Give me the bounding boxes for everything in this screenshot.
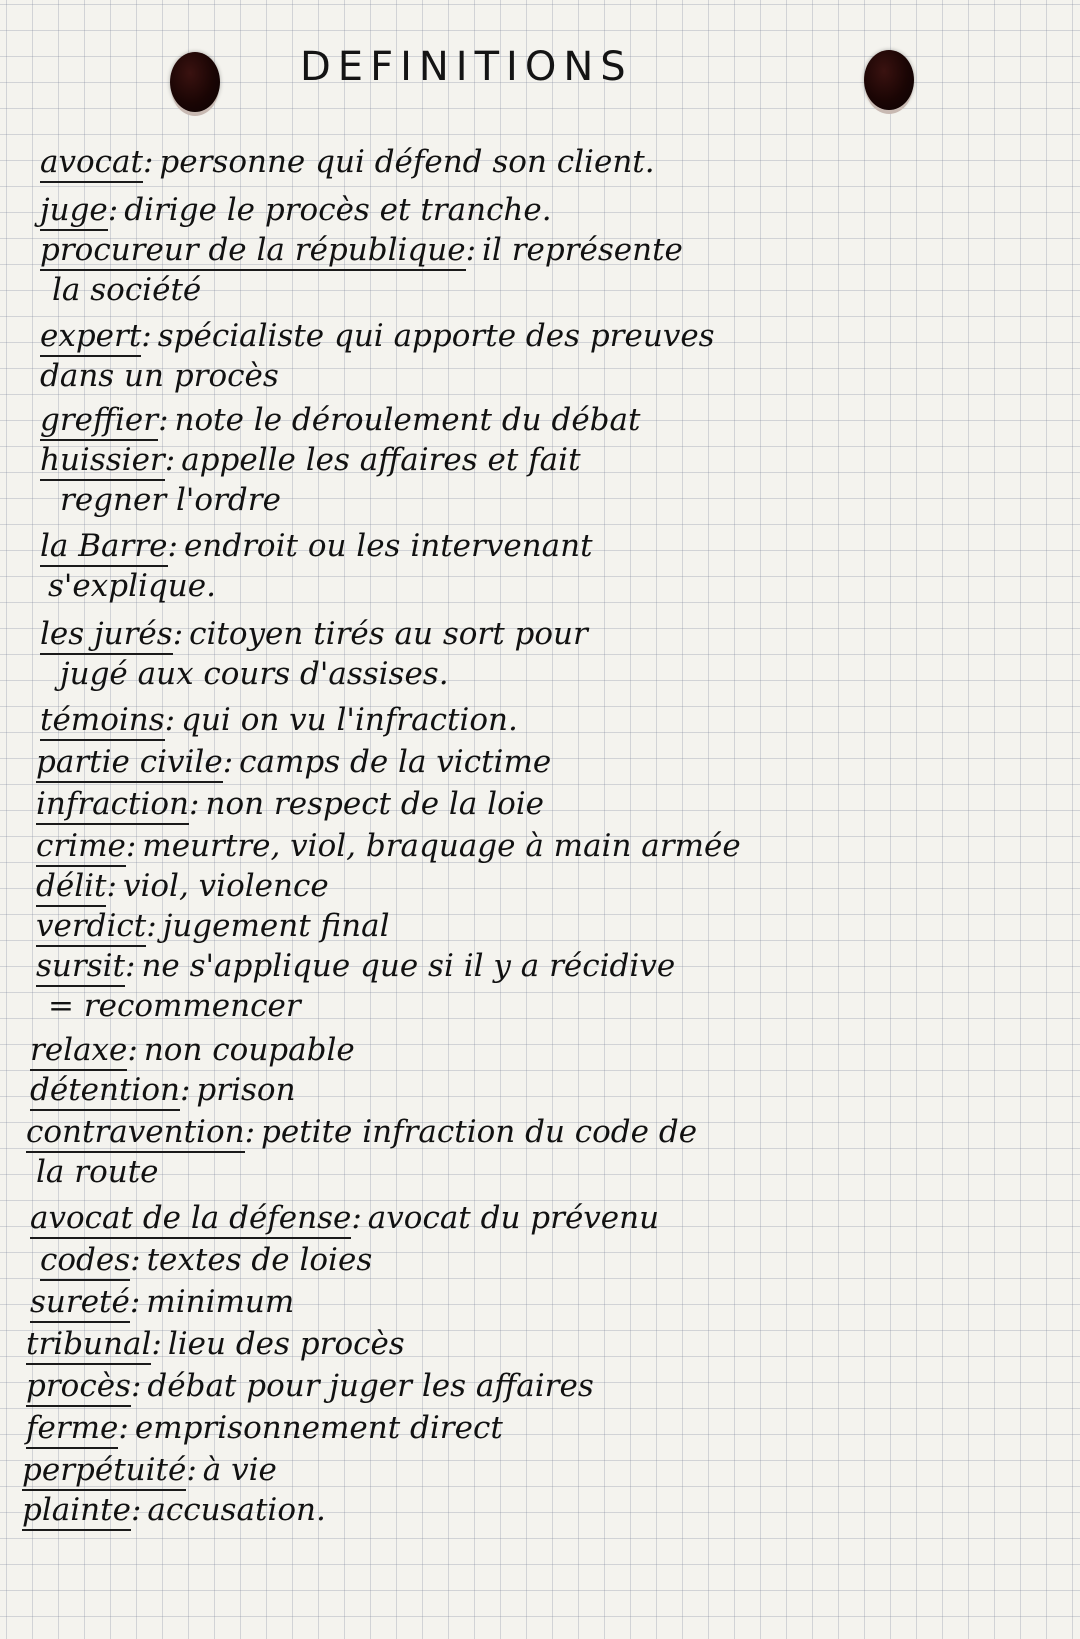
definition-line: ferme: emprisonnement direct	[26, 1408, 503, 1448]
definition-term: juge	[40, 192, 108, 231]
definition-line: contravention: petite infraction du code de	[26, 1112, 697, 1152]
definition-line: verdict: jugement final	[36, 906, 390, 946]
definition-text: viol, violence	[122, 868, 329, 904]
definition-term: tribunal	[26, 1326, 151, 1365]
definition-term: expert	[40, 318, 141, 357]
definition-term: sureté	[30, 1284, 130, 1323]
definition-term: avocat de la défense	[30, 1200, 351, 1239]
definition-line: partie civile: camps de la victime	[36, 742, 551, 782]
definition-line: expert: spécialiste qui apporte des preuves	[40, 316, 715, 356]
definition-text: meurtre, viol, braquage à main armée	[142, 828, 741, 864]
definition-line: relaxe: non coupable	[30, 1030, 355, 1070]
definition-line: avocat: personne qui défend son client.	[40, 142, 655, 182]
definition-line: procureur de la république: il représente	[40, 230, 683, 270]
definition-continuation: = recommencer	[48, 988, 301, 1024]
definition-term: relaxe	[30, 1032, 127, 1071]
definition-text: appelle les affaires et fait	[181, 442, 581, 478]
definition-line: codes: textes de loies	[40, 1240, 372, 1280]
definition-line: les jurés: citoyen tirés au sort pour	[40, 614, 588, 654]
definition-term: partie civile	[36, 744, 223, 783]
definition-term: huissier	[40, 442, 165, 481]
definition-term: greffier	[40, 402, 158, 441]
definition-text: lieu des procès	[167, 1326, 405, 1362]
definition-text: il représente	[482, 232, 683, 268]
definition-term: détention	[30, 1072, 180, 1111]
definition-text: personne qui défend son client.	[159, 144, 655, 180]
definition-text: emprisonnement direct	[134, 1410, 503, 1446]
definition-continuation: regner l'ordre	[60, 482, 281, 518]
definition-text: qui on vu l'infraction.	[181, 702, 518, 738]
definition-text: ne s'applique que si il y a récidive	[141, 948, 676, 984]
definition-line: délit: viol, violence	[36, 866, 329, 906]
definition-text: accusation.	[147, 1492, 326, 1528]
definition-term: plainte	[22, 1492, 131, 1531]
definition-continuation: la route	[36, 1154, 159, 1190]
definition-text: camps de la victime	[239, 744, 552, 780]
definition-term: la Barre	[40, 528, 168, 567]
definition-text: petite infraction du code de	[261, 1114, 698, 1150]
definition-text: non respect de la loie	[205, 786, 545, 822]
definition-term: perpétuité	[22, 1452, 186, 1491]
definition-line: tribunal: lieu des procès	[26, 1324, 405, 1364]
definition-line: infraction: non respect de la loie	[36, 784, 544, 824]
definition-text: non coupable	[143, 1032, 355, 1068]
definition-term: témoins	[40, 702, 165, 741]
definition-text: citoyen tirés au sort pour	[189, 616, 588, 652]
definition-term: crime	[36, 828, 126, 867]
definition-term: délit	[36, 868, 106, 907]
definition-line: sureté: minimum	[30, 1282, 294, 1322]
definition-line: témoins: qui on vu l'infraction.	[40, 700, 518, 740]
definition-text: endroit ou les intervenant	[183, 528, 593, 564]
definition-term: verdict	[36, 908, 146, 947]
definition-term: avocat	[40, 144, 143, 183]
definition-text: avocat du prévenu	[367, 1200, 660, 1236]
definition-term: codes	[40, 1242, 130, 1281]
definition-text: débat pour juger les affaires	[147, 1368, 594, 1404]
definition-term: procureur de la république	[40, 232, 466, 271]
definition-term: ferme	[26, 1410, 118, 1449]
definition-term: les jurés	[40, 616, 173, 655]
definition-term: sursit	[36, 948, 125, 987]
definition-line: perpétuité: à vie	[22, 1450, 277, 1490]
definition-continuation: jugé aux cours d'assises.	[60, 656, 449, 692]
definition-line: greffier: note le déroulement du débat	[40, 400, 640, 440]
definition-line: procès: débat pour juger les affaires	[26, 1366, 594, 1406]
definition-continuation: dans un procès	[40, 358, 279, 394]
definition-continuation: la société	[52, 272, 202, 308]
definition-text: à vie	[202, 1452, 277, 1488]
definition-continuation: s'explique.	[48, 568, 216, 604]
definition-text: minimum	[146, 1284, 295, 1320]
definition-line: avocat de la défense: avocat du prévenu	[30, 1198, 659, 1238]
definition-text: note le déroulement du débat	[174, 402, 641, 438]
definition-text: textes de loies	[146, 1242, 373, 1278]
definition-line: la Barre: endroit ou les intervenant	[40, 526, 593, 566]
definition-text: prison	[196, 1072, 296, 1108]
page-title: DEFINITIONS	[300, 44, 633, 90]
definition-text: jugement final	[162, 908, 390, 944]
definition-term: procès	[26, 1368, 131, 1407]
definition-line: juge: dirige le procès et tranche.	[40, 190, 552, 230]
definition-term: contravention	[26, 1114, 245, 1153]
definition-line: détention: prison	[30, 1070, 296, 1110]
definition-text: spécialiste qui apporte des preuves	[157, 318, 715, 354]
definition-line: plainte: accusation.	[22, 1490, 326, 1530]
definition-line: huissier: appelle les affaires et fait	[40, 440, 581, 480]
definition-line: sursit: ne s'applique que si il y a récidive	[36, 946, 675, 986]
definition-term: infraction	[36, 786, 189, 825]
definition-text: dirige le procès et tranche.	[124, 192, 552, 228]
definition-line: crime: meurtre, viol, braquage à main armée	[36, 826, 741, 866]
